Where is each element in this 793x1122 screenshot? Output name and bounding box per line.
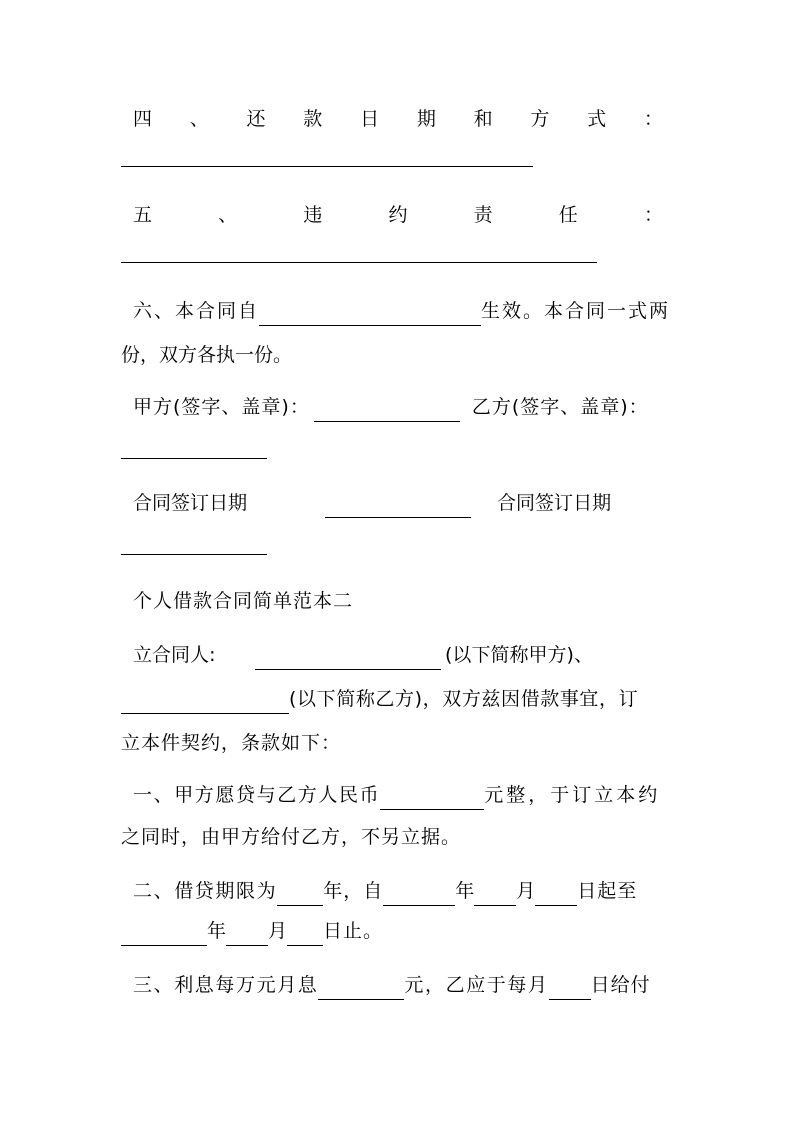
clause-4-char: ：	[643, 108, 663, 130]
interest-line	[133, 970, 678, 1000]
signing-date-a-char: 期	[228, 492, 248, 514]
signing-date-a-char: 日	[209, 492, 229, 514]
party-a-abbrev-char: 方	[547, 644, 567, 666]
loan-amount-text-a: 一、甲方愿贷与乙方人民币	[133, 784, 381, 806]
signing-date-a-char: 合	[133, 492, 153, 514]
clause-5-char: 约	[388, 204, 408, 226]
signing-date-label-b	[497, 488, 675, 518]
clause-4-char: 还	[246, 108, 266, 130]
contract-party-char: :	[209, 644, 216, 666]
party-b-name-blank	[121, 691, 289, 714]
contract-party-char: 立	[133, 644, 153, 666]
loan-term-line	[133, 876, 678, 906]
signing-date-label-a	[133, 488, 313, 518]
clause-4-char: 式	[587, 108, 607, 130]
interest-amount-blank	[318, 977, 404, 1000]
loan-term-text-b: 年，自	[323, 880, 384, 902]
party-a-abbrev-char: )	[566, 644, 574, 666]
party-a-abbrev-char: 、	[573, 644, 593, 666]
clause-4-char: 日	[360, 108, 380, 130]
end-year-label: 年	[207, 920, 227, 942]
loan-amount-line	[133, 780, 678, 810]
parties-line-3: 立本件契约，条款如下：	[121, 732, 342, 754]
clause-4-char: 期	[416, 108, 436, 130]
end-day-blank	[287, 923, 323, 946]
signing-date-a-char: 订	[190, 492, 210, 514]
signing-date-b-char: 签	[535, 492, 555, 514]
party-b-abbrev: (以下简称乙方)，双方兹因借款事宜，订	[289, 688, 639, 710]
party-a-abbrev-char: 称	[509, 644, 529, 666]
start-month-blank	[474, 883, 516, 906]
party-a-abbrev-char: 简	[490, 644, 510, 666]
start-month-label: 月	[516, 880, 536, 902]
clause-5-char: ：	[643, 204, 663, 226]
start-year-blank	[383, 883, 455, 906]
signing-date-b-char: 合	[497, 492, 517, 514]
interest-text-a: 三、利息每万元月息	[133, 974, 319, 996]
clause-4-blank	[121, 166, 533, 167]
start-day-label: 日起至	[577, 880, 638, 902]
clause-5-char: 、	[218, 204, 238, 226]
clause-4-char: 款	[303, 108, 323, 130]
payment-day-blank	[549, 977, 591, 1000]
clause-4-char: 四	[133, 108, 153, 130]
party-b-signature-blank	[121, 458, 267, 459]
clause-4-line	[133, 104, 663, 134]
signing-date-b-char: 同	[516, 492, 536, 514]
clause-6-line	[133, 296, 678, 326]
loan-term-years-blank	[277, 883, 323, 906]
signing-date-b-char: 日	[573, 492, 593, 514]
contract-party-char: 合	[152, 644, 172, 666]
clause-6-text-b: 生效。本合同一式两	[481, 300, 671, 322]
party-a-abbrev-char: 以	[452, 644, 472, 666]
loan-amount-line-2: 之同时，由甲方给付乙方，不另立据。	[121, 826, 462, 848]
clause-5-char: 任	[558, 204, 578, 226]
contract-party-label	[133, 640, 255, 670]
clause-5-line	[133, 200, 663, 230]
end-month-blank	[226, 923, 268, 946]
parties-line-2	[121, 684, 673, 714]
clause-5-char: 违	[303, 204, 323, 226]
end-month-label: 月	[268, 920, 288, 942]
interest-text-b: 元，乙应于每月	[404, 974, 549, 996]
clause-6-text-a: 六、本合同自	[133, 300, 260, 322]
clause-4-char: 方	[530, 108, 550, 130]
signing-date-blank-b	[121, 554, 267, 555]
parties-line	[133, 640, 673, 670]
clause-4-char: 和	[473, 108, 493, 130]
party-a-signature-blank	[314, 399, 460, 422]
start-day-blank	[535, 883, 577, 906]
contract-party-char: 人	[190, 644, 210, 666]
party-a-signature-label: 甲方(签字、盖章)：	[133, 396, 310, 418]
party-a-abbrev-char: (	[445, 644, 453, 666]
party-a-name-blank	[255, 647, 441, 670]
loan-amount-blank	[380, 787, 484, 810]
party-b-signature-label: 乙方(签字、盖章)：	[471, 396, 649, 418]
signing-date-a-char: 同	[152, 492, 172, 514]
template-heading: 个人借款合同简单范本二	[133, 590, 354, 612]
signature-line	[133, 392, 678, 422]
start-year-label: 年	[455, 880, 475, 902]
loan-term-text-a: 二、借贷期限为	[133, 880, 278, 902]
end-year-blank	[121, 923, 207, 946]
clause-5-blank	[121, 262, 597, 263]
party-a-abbrev-char: 下	[471, 644, 491, 666]
signing-date-blank-a	[325, 495, 471, 518]
clause-4-char: 、	[189, 108, 209, 130]
contract-party-char: 同	[171, 644, 191, 666]
interest-text-c: 日给付	[590, 974, 651, 996]
signing-date-line	[133, 488, 675, 518]
clause-6-line-2: 份，双方各执一份。	[121, 344, 293, 366]
end-day-label: 日止。	[323, 920, 384, 942]
party-a-abbrev-char: 甲	[528, 644, 548, 666]
signing-date-b-char: 订	[554, 492, 574, 514]
party-a-abbrev	[445, 640, 673, 670]
loan-amount-text-b: 元整，于订立本约	[484, 784, 661, 806]
signing-date-a-char: 签	[171, 492, 191, 514]
effective-date-blank	[259, 303, 481, 326]
clause-5-char: 五	[133, 204, 153, 226]
signing-date-b-char: 期	[592, 492, 612, 514]
clause-5-char: 责	[473, 204, 493, 226]
loan-term-line-2	[121, 916, 673, 946]
